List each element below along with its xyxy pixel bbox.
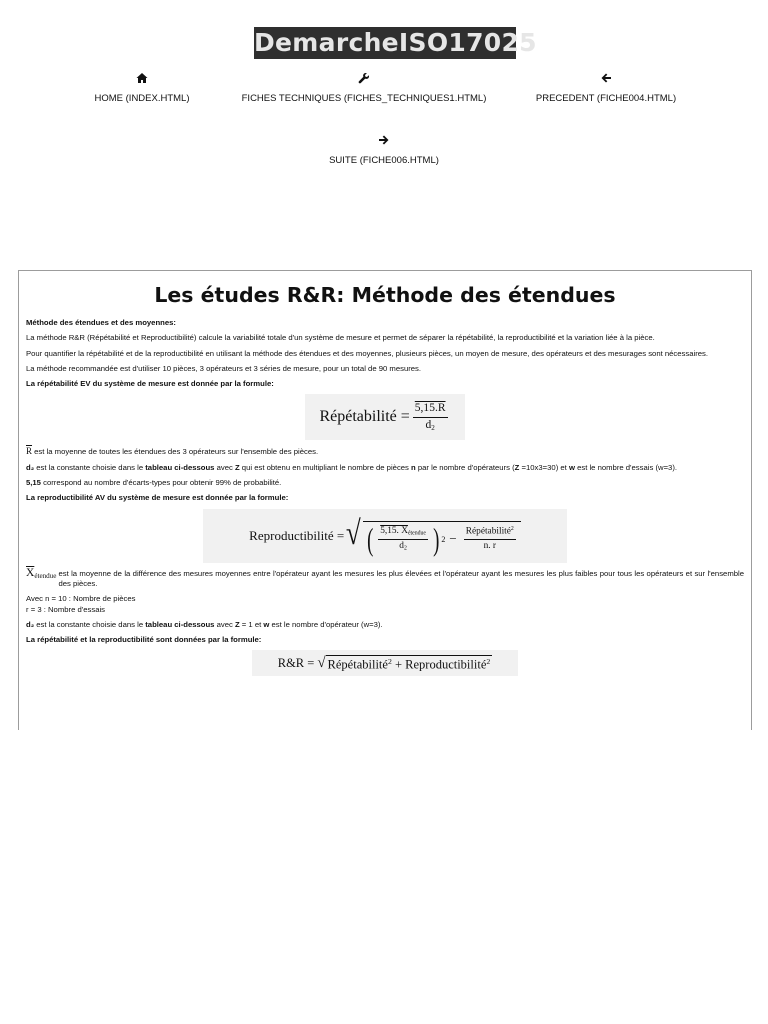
formula-repetabilite-lhs: Répétabilité = — [319, 408, 410, 426]
nav-home[interactable] — [82, 72, 202, 104]
den-1-text: d — [399, 540, 404, 551]
n-symbol: n — [411, 462, 416, 472]
term-2: Reproductibilité — [405, 657, 487, 672]
nav-suite-label: SUITE (FICHE006.HTML) — [329, 155, 439, 166]
formula-rr-lhs: R&R = — [277, 655, 315, 670]
plus: + — [391, 657, 406, 672]
num-1-text: 5,15. X — [380, 525, 408, 536]
home-icon — [136, 72, 148, 84]
doc-title: Les études R&R: Méthode des étendues — [154, 283, 616, 307]
text-fragment: = 1 et — [239, 619, 264, 629]
paragraph-rbar — [26, 446, 744, 457]
paragraph-avec-n: Avec n = 10 : Nombre de pièces — [26, 594, 136, 604]
nav-fiches-techniques[interactable] — [228, 72, 500, 104]
paragraph-515 — [26, 478, 744, 488]
text-fragment: est le nombre d'essais (w=3). — [574, 462, 678, 472]
formula-reproductibilite-lhs: Reproductibilité = — [249, 527, 345, 543]
text-fragment: par le nombre d'opérateurs ( — [415, 462, 515, 472]
tableau-ref: tableau ci-dessous — [145, 462, 215, 472]
tableau-ref: tableau ci-dessous — [145, 619, 215, 629]
heading-repetabilite: La répétabilité EV du système de mesure est donnée par la formule: — [26, 379, 274, 389]
rbar-text: est la moyenne de toutes les étendues des 3 opérateurs sur l'ensemble des pièces. — [34, 447, 319, 457]
text-fragment: =10x3=30) et — [519, 462, 569, 472]
den-1-sub: 2 — [403, 545, 407, 552]
z-symbol: Z — [234, 462, 240, 472]
wrench-icon — [358, 72, 370, 84]
formula-repetabilite-numerator: 5,15.R — [413, 402, 448, 418]
heading-reproductibilite: La reproductibilité AV du système de mesure est donnée par la formule: — [26, 493, 289, 503]
sqrt-body — [326, 655, 493, 673]
paragraph-r: r = 3 : Nombre d'essais — [26, 604, 106, 614]
paragraph-xbar — [26, 566, 744, 590]
num-1 — [378, 526, 428, 540]
paragraph-d2-repetabilite — [26, 463, 744, 473]
minus: − — [449, 531, 457, 547]
formula-repetabilite-denominator: d — [425, 418, 432, 431]
formula-rr — [252, 650, 518, 676]
z-symbol: Z — [514, 462, 520, 472]
d2-symbol: d₂ — [26, 462, 35, 472]
sqrt-sign: √ — [317, 654, 326, 671]
sqrt-body — [363, 521, 521, 555]
fraction-1 — [378, 526, 428, 552]
text-fragment: avec — [214, 462, 235, 472]
den-2: n. r — [483, 540, 497, 551]
w-symbol: w — [568, 462, 575, 472]
section-heading-methode: Méthode des étendues et des moyennes: — [26, 318, 176, 327]
xbar-symbol — [26, 568, 56, 581]
den-1 — [399, 540, 407, 553]
nav-suite[interactable] — [314, 134, 454, 166]
sqrt — [314, 655, 492, 673]
formula-repetabilite-denominator-sub: 2 — [431, 424, 435, 433]
term-1-sup: 2 — [387, 656, 392, 666]
site-title[interactable]: DemarcheISO17025 — [254, 28, 537, 57]
nav-precedent-label: PRECEDENT (FICHE004.HTML) — [535, 93, 677, 104]
arrow-left-icon — [600, 72, 612, 84]
num-2-text: Répétabilité — [465, 526, 511, 537]
paragraph-quantifier: Pour quantifier la répétabilité et de la reproductibilité en utilisant la méthode des étendues et des moyennes, plusieurs pièces, un moyen de mesure, des opérateurs et des mesurages sont nécessaires. — [26, 348, 709, 358]
nav-precedent[interactable] — [524, 72, 688, 104]
text-fragment: avec — [214, 619, 235, 629]
text-fragment: est le nombre d'opérateur (w=3). — [269, 619, 383, 629]
paragraph-recommandation: La méthode recommandée est d'utiliser 10 pièces, 3 opérateurs et 3 séries de mesure, pour un total de 90 mesures. — [26, 363, 422, 373]
num-1-sub: étendue — [407, 530, 426, 537]
d2-symbol: d₂ — [26, 619, 35, 629]
heading-rr: La répétabilité et la reproductibilité sont données par la formule: — [26, 635, 262, 645]
term-2-sup: 2 — [486, 656, 491, 666]
paragraph-intro: La méthode R&R (Répétabilité et Reproductibilité) calcule la variabilité totale d'un système de mesure et permet de séparer la répétabilité, la reproductibilité et la variation liée à la pièce. — [26, 333, 655, 343]
text-fragment: est la constante choisie dans le — [34, 619, 146, 629]
xbar-sub: étendue — [34, 571, 57, 580]
text-fragment: correspond au nombre d'écarts-types pour obtenir 99% de probabilité. — [40, 478, 282, 488]
paren-open: ( — [366, 521, 374, 557]
xbar-text: est la moyenne de la différence des mesures moyennes entre l'opérateur ayant les mesures les plus élevées et l'opérateur ayant les mesures les plus faibles pour tous les opérateurs et sur l'ensemble des pièces. — [58, 568, 744, 588]
num-2 — [464, 526, 516, 540]
z-symbol: Z — [234, 619, 240, 629]
fraction-2 — [464, 526, 516, 552]
content-panel — [18, 270, 752, 730]
xbar-letter: $\overline{X}$ — [26, 566, 35, 579]
term-1: Répétabilité — [327, 657, 388, 672]
sqrt — [344, 514, 521, 557]
nav-home-label: HOME (INDEX.HTML) — [94, 93, 190, 104]
rbar-symbol: $\overline{R}$ — [26, 446, 33, 457]
text-fragment: est la constante choisie dans le — [34, 462, 146, 472]
exponent: 2 — [441, 534, 446, 544]
formula-repetabilite — [305, 394, 465, 440]
arrow-right-icon — [378, 134, 390, 146]
num-2-sup: 2 — [510, 526, 514, 533]
sqrt-sign: √ — [346, 514, 361, 552]
text-fragment: qui est obtenu en multipliant le nombre de pièces — [239, 462, 412, 472]
constant-515: 5,15 — [26, 478, 41, 488]
w-symbol: w — [263, 619, 270, 629]
nav-fiches-label: FICHES TECHNIQUES (FICHES_TECHNIQUES1.HTML) — [241, 93, 487, 104]
paragraph-d2-reproductibilite — [26, 620, 744, 630]
paren-close: ) — [433, 521, 440, 557]
formula-reproductibilite — [203, 509, 567, 563]
